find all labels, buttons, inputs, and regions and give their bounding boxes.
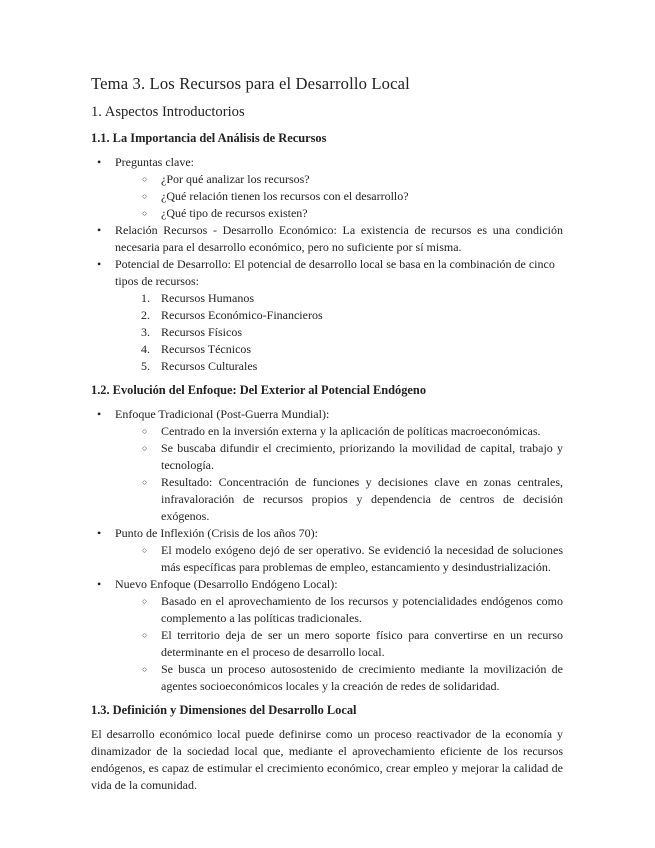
bullet-text: Enfoque Tradicional (Post-Guerra Mundial): xyxy=(115,407,330,421)
list-item xyxy=(91,406,563,525)
bullet-list-1-2 xyxy=(91,406,563,695)
list-item: ○ Se buscaba difundir el crecimiento, priorizando la movilidad de capital, trabajo y tecnología. xyxy=(115,440,563,474)
item-number: 4. xyxy=(141,342,150,356)
item-text: Recursos Económico-Financieros xyxy=(161,308,323,322)
list-item xyxy=(91,154,563,222)
list-item xyxy=(91,256,563,375)
list-item: ○ Basado en el aprovechamiento de los recursos y potencialidades endógenos como complemento a las políticas tradicionales. xyxy=(115,593,563,627)
item-text: Recursos Físicos xyxy=(161,325,242,339)
bullet-text: Preguntas clave: xyxy=(115,155,194,169)
list-item: ○ Se busca un proceso autosostenido de crecimiento mediante la movilización de agentes socioeconómicos locales y la creación de redes de solidaridad. xyxy=(115,661,563,695)
bullet-text: Punto de Inflexión (Crisis de los años 70): xyxy=(115,526,318,540)
item-text: Recursos Culturales xyxy=(161,359,258,373)
definition-paragraph: El desarrollo económico local puede definirse como un proceso reactivador de la economía y dinamizador de la sociedad local que, mediante el aprovechamiento eficiente de los recursos endógenos, es capaz de estimular el crecimiento económico, crear empleo y mejorar la calidad de vida de la comunidad. xyxy=(91,727,563,792)
list-item: ○ ¿Qué relación tienen los recursos con el desarrollo? xyxy=(115,188,563,205)
sub-list xyxy=(115,593,563,695)
numbered-list xyxy=(115,290,563,375)
bullet-text: Nuevo Enfoque (Desarrollo Endógeno Local): xyxy=(115,577,338,591)
item-number: 5. xyxy=(141,359,150,373)
list-item xyxy=(91,525,563,576)
list-item: ○ ¿Por qué analizar los recursos? xyxy=(115,171,563,188)
bullet-list-1-1 xyxy=(91,154,563,375)
list-item xyxy=(115,324,563,341)
sub-list xyxy=(115,542,563,576)
item-text: Recursos Técnicos xyxy=(161,342,252,356)
item-text: Recursos Humanos xyxy=(161,291,254,305)
section-heading-1: 1. Aspectos Introductorios xyxy=(91,104,245,120)
item-number: 3. xyxy=(141,325,150,339)
list-item xyxy=(115,290,563,307)
item-number: 2. xyxy=(141,308,150,322)
subsection-heading-1-2: 1.2. Evolución del Enfoque: Del Exterior al Potencial Endógeno xyxy=(91,383,427,397)
list-item xyxy=(115,358,563,375)
list-item: ○ Centrado en la inversión externa y la aplicación de políticas macroeconómicas. xyxy=(115,423,563,440)
sub-list xyxy=(115,171,563,222)
bullet-text: Potencial de Desarrollo: El potencial de desarrollo local se basa en la combinación de cinco tipos de recursos: xyxy=(115,257,555,288)
list-item: ○ ¿Qué tipo de recursos existen? xyxy=(115,205,563,222)
list-item xyxy=(91,576,563,695)
list-item xyxy=(115,341,563,358)
item-number: 1. xyxy=(141,291,150,305)
subsection-heading-1-3: 1.3. Definición y Dimensiones del Desarrollo Local xyxy=(91,703,357,717)
list-item: ○ El modelo exógeno dejó de ser operativo. Se evidenció la necesidad de soluciones más específicas para problemas de empleo, estancamiento y desindustrialización. xyxy=(115,542,563,576)
sub-list xyxy=(115,423,563,525)
doc-title: Tema 3. Los Recursos para el Desarrollo Local xyxy=(91,74,410,93)
list-item xyxy=(115,307,563,324)
list-item: ○ El territorio deja de ser un mero soporte físico para convertirse en un recurso determinante en el proceso de desarrollo local. xyxy=(115,627,563,661)
subsection-heading-1-1: 1.1. La Importancia del Análisis de Recursos xyxy=(91,131,327,145)
list-item: • Relación Recursos - Desarrollo Económico: La existencia de recursos es una condición necesaria para el desarrollo económico, pero no suficiente por sí misma. xyxy=(91,222,563,256)
list-item: ○ Resultado: Concentración de funciones y decisiones clave en zonas centrales, infravaloración de recursos propios y dependencia de centros de decisión exógenos. xyxy=(115,474,563,525)
